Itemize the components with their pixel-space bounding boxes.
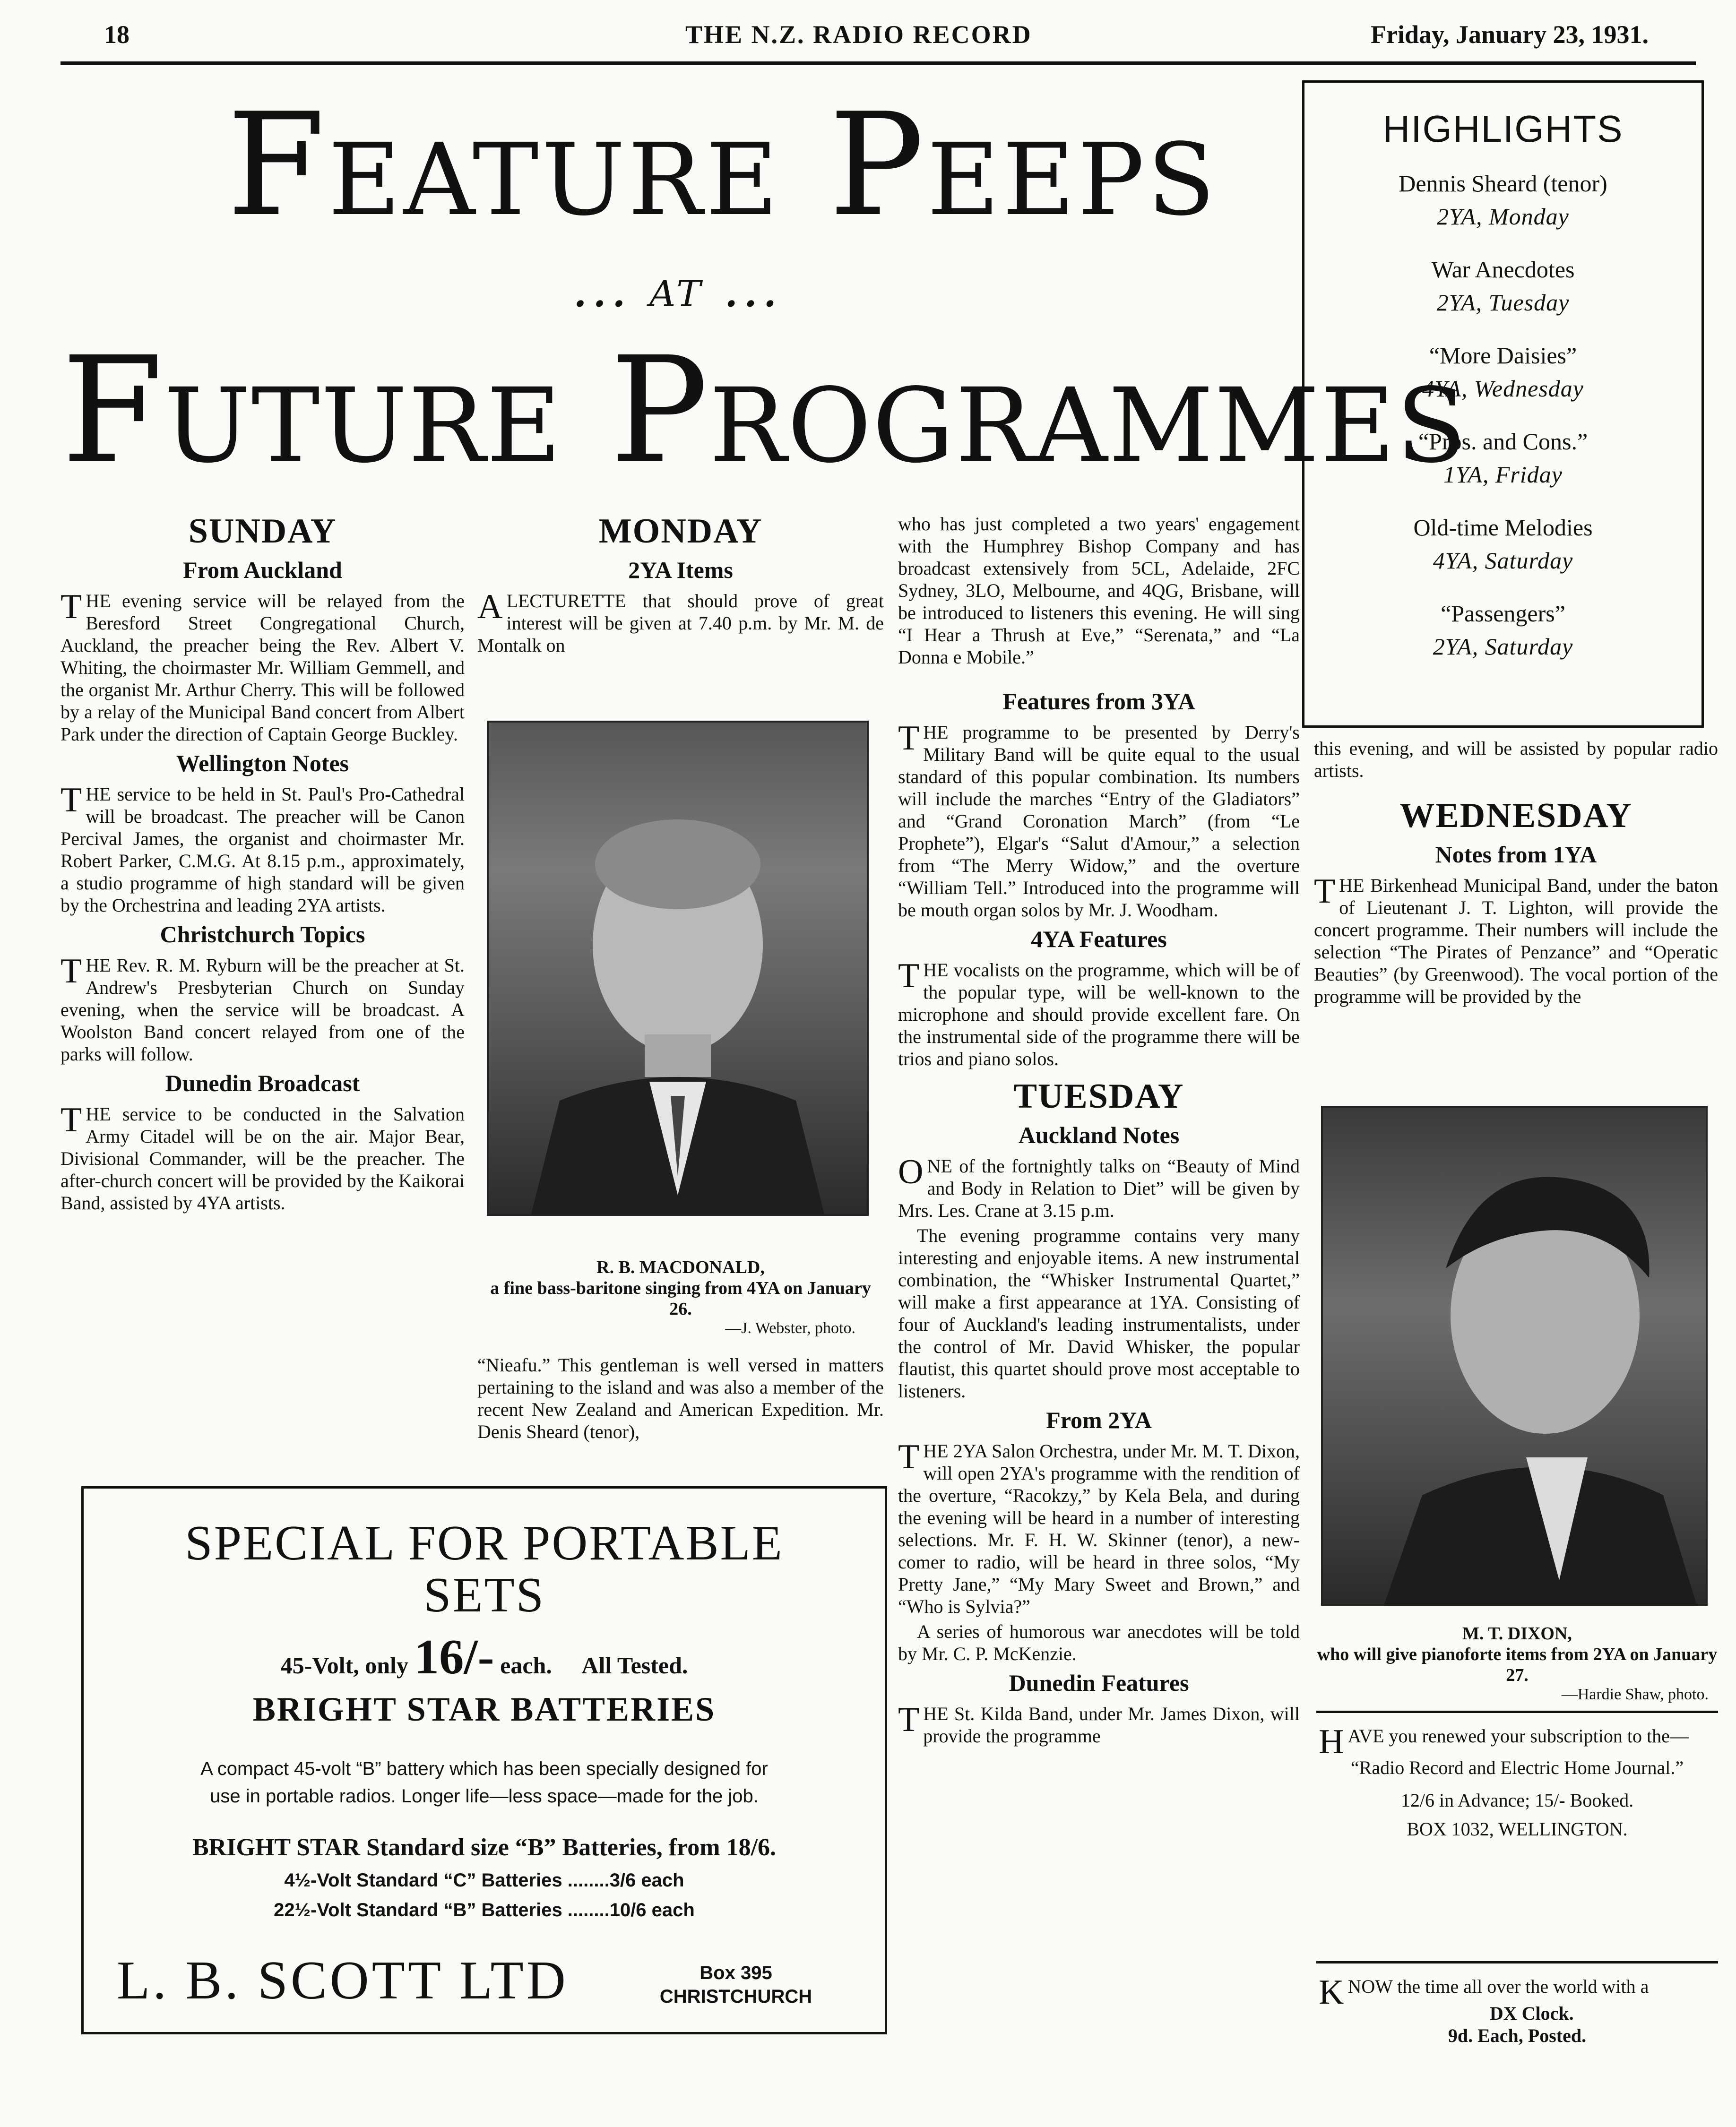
features-3ya-text: THE programme to be presented by Derry's Military Band will be quite equal to the usual standard of this popular combination. Its numbers will include the marches “Entry of the Gladiators” and “Grand Coronation March” (from “Le Prophete”), Elgar's “Salut d'Amour,” a selection from “The Merry Widow,” and the overture “William Tell.” Introduced into the programme will be mouth organ solos by Mr. J. Woodham. xyxy=(898,719,1300,921)
monday-heading: MONDAY xyxy=(598,512,763,551)
macdonald-caption: R. B. MACDONALD, a fine bass-baritone singing from 4YA on January 26. —J. Webster, photo. xyxy=(490,1257,871,1337)
sunday-dunedin-text: THE service to be conducted in the Salvation Army Citadel will be on the air. Major Bear, Divisional Commander, will be the preacher. The after-church concert will be provided by the Kaikorai Band, assisted by 4YA artists. xyxy=(60,1101,465,1214)
page-number: 18 xyxy=(104,20,130,49)
highlight-item: “Pros. and Cons.” 1YA, Friday xyxy=(1418,428,1588,488)
macdonald-photo xyxy=(487,721,869,1216)
sunday-wellington-heading: Wellington Notes xyxy=(176,750,349,776)
ad-company: L. B. SCOTT LTD xyxy=(117,1950,569,2010)
notes-1ya-text: THE Birkenhead Municipal Band, under the baton of Lieutenant J. T. Lighton, will provide the concert programme. Their numbers will include the selection “The Pirates of Penzance” and “Operatic Beauties” (by Greenwood). The vocal portion of the programme will be provided by the xyxy=(1314,872,1718,1007)
divider xyxy=(1316,1711,1718,1713)
ad-line-c: 4½-Volt Standard “C” Batteries ........3/6 each xyxy=(284,1870,684,1891)
from-2ya-text-2: A series of humorous war anecdotes will be told by Mr. C. P. McKenzie. xyxy=(898,1621,1300,1664)
sunday-christchurch-heading: Christchurch Topics xyxy=(160,921,365,947)
features-4ya-heading: 4YA Features xyxy=(1031,926,1167,952)
sunday-christchurch-text: THE Rev. R. M. Ryburn will be the preacher at St. Andrew's Presbyterian Church on Sunday evening, when the service will be broadcast. A Woolston Band concert relayed from one of the parks will follow. xyxy=(60,952,465,1065)
tuesday-auckland-text-2: The evening programme contains very many interesting and enjoyable items. A new instrumental combination, the “Whisker Instrumental Quartet,” will make a first appearance at 1YA. Consisting of four of Auckland's leading instrumentalists, under the control of Mr. David Whisker, the popular flautist, this quartet should prove most acceptable to listeners. xyxy=(898,1225,1300,1402)
tuesday-auckland-text: ONE of the fortnightly talks on “Beauty of Mind and Body in Relation to Diet” will be given by Mrs. Les. Crane at 3.15 p.m. xyxy=(898,1153,1300,1221)
highlight-item: Dennis Sheard (tenor) 2YA, Monday xyxy=(1399,170,1607,230)
highlight-item: “Passengers” 2YA, Saturday xyxy=(1433,600,1573,660)
features-4ya-text: THE vocalists on the programme, which will be of the popular type, will be well-known to the microphone and should provide excellent fare. On the instrumental side of the programme there will be trios and piano solos. xyxy=(898,956,1300,1069)
sunday-heading: SUNDAY xyxy=(188,512,337,551)
from-2ya-heading: From 2YA xyxy=(1046,1407,1152,1433)
ad-headline-2: SETS xyxy=(423,1567,545,1622)
ad-volt-line: 45-Volt, only 16/- each. All Tested. xyxy=(280,1629,688,1684)
dx-clock-notice: KNOW the time all over the world with a DX Clock. 9d. Each, Posted. xyxy=(1319,1973,1649,2046)
title-line-3: Future Programmes xyxy=(61,326,1468,496)
issue-date: Friday, January 23, 1931. xyxy=(1371,20,1649,49)
dixon-caption: M. T. DIXON, who will give pianoforte items from 2YA on January 27. —Hardie Shaw, photo. xyxy=(1317,1624,1718,1703)
sunday-dunedin-heading: Dunedin Broadcast xyxy=(165,1070,360,1096)
tuesday-heading: TUESDAY xyxy=(1013,1077,1184,1116)
monday-cont-2: who has just completed a two years' engagement with the Humphrey Bishop Company and has broadcast extensively from 5CL, Adelaide, 2FC Sydney, 3LO, Melbourne, and 4QG, Brisbane, will be introduced to listeners this evening. He will sing “I Hear a Thrush at Eve,” “Serenata,” and “La Donna e Mobile.” xyxy=(898,513,1300,668)
dunedin-features-text: THE St. Kilda Band, under Mr. James Dixon, will provide the programme xyxy=(898,1700,1300,1747)
highlight-item: Old-time Melodies 4YA, Saturday xyxy=(1413,514,1593,574)
from-2ya-text: THE 2YA Salon Orchestra, under Mr. M. T. Dixon, will open 2YA's programme with the rendition of the overture, “Racokzy,” by Kela Bela, and during the evening will be heard in a number of interesting selections. Mr. F. H. W. Skinner (tenor), a new-comer to radio, will be heard in three solos, “My Pretty Jane,” “My Mary Sweet and Brown,” and “Who is Sylvia?” xyxy=(898,1438,1300,1617)
title-line-2: ... at ... xyxy=(572,258,781,319)
dixon-photo xyxy=(1321,1106,1708,1606)
highlight-item: War Anecdotes 2YA, Tuesday xyxy=(1431,256,1575,316)
ad-address: Box 395 CHRISTCHURCH xyxy=(659,1963,812,2007)
features-3ya-heading: Features from 3YA xyxy=(1002,688,1195,715)
column-3 xyxy=(898,513,1300,1750)
ad-standard: BRIGHT STAR Standard size “B” Batteries, from 18/6. xyxy=(192,1834,777,1861)
wednesday-heading: WEDNESDAY xyxy=(1399,796,1632,835)
monday-column xyxy=(477,510,884,659)
battery-advertisement xyxy=(81,1486,887,2034)
monday-continued: “Nieafu.” This gentleman is well versed in matters pertaining to the island and was also a member of the recent New Zealand and American Expedition. Mr. Denis Sheard (tenor), xyxy=(477,1354,884,1442)
sunday-wellington-text: THE service to be held in St. Paul's Pro-Cathedral will be broadcast. The preacher will be Canon Percival James, the organist and choirmaster Mr. Robert Parker, C.M.G. At 8.15 p.m., approximately, a studio programme of high standard will be given by the Orchestrina and leading 2YA artists. xyxy=(60,781,465,916)
ad-description: A compact 45-volt “B” battery which has been specially designed for use in portable radios. Longer life—less space—made for the job. xyxy=(200,1758,768,1807)
column-4 xyxy=(1314,737,1718,1010)
monday-text: ALECTURETTE that should prove of great interest will be given at 7.40 p.m. by Mr. M. de Montalk on xyxy=(477,587,884,656)
ad-line-b: 22½-Volt Standard “B” Batteries ........10/6 each xyxy=(274,1900,695,1920)
subscription-notice: HAVE you renewed your subscription to the— “Radio Record and Electric Home Journal.” 12/6 in Advance; 15/- Booked. BOX 1032, WELLINGTON. xyxy=(1319,1722,1689,1840)
tuesday-auckland-heading: Auckland Notes xyxy=(1018,1122,1180,1148)
portrait-illustration xyxy=(1323,1108,1706,1604)
highlight-item: “More Daisies” 4YA, Wednesday xyxy=(1422,342,1584,402)
notes-1ya-heading: Notes from 1YA xyxy=(1435,841,1597,868)
highlights-box xyxy=(1302,80,1704,728)
title-line-1: Feature Peeps xyxy=(227,83,1218,248)
sunday-auckland-heading: From Auckland xyxy=(183,557,342,583)
publication-name: THE N.Z. RADIO RECORD xyxy=(685,20,1032,49)
sunday-column xyxy=(60,510,465,1217)
highlights-title: HIGHLIGHTS xyxy=(1382,108,1624,150)
portrait-illustration xyxy=(489,723,867,1214)
dunedin-features-heading: Dunedin Features xyxy=(1009,1670,1189,1696)
monday-subheading: 2YA Items xyxy=(628,557,733,583)
tuesday-cont: this evening, and will be assisted by popular radio artists. xyxy=(1314,738,1718,781)
divider xyxy=(1316,1961,1718,1963)
ad-headline-1: SPECIAL FOR PORTABLE xyxy=(185,1515,784,1570)
sunday-auckland-text: THE evening service will be relayed from the Beresford Street Congregational Church, Auckland, the preacher being the Rev. Albert V. Whiting, the choirmaster Mr. William Gemmell, and the organist Mr. Arthur Cherry. This will be followed by a relay of the Municipal Band concert from Albert Park under the direction of Captain George Buckley. xyxy=(60,587,465,745)
header-rule xyxy=(60,61,1696,65)
ad-brand: BRIGHT STAR BATTERIES xyxy=(252,1690,716,1728)
